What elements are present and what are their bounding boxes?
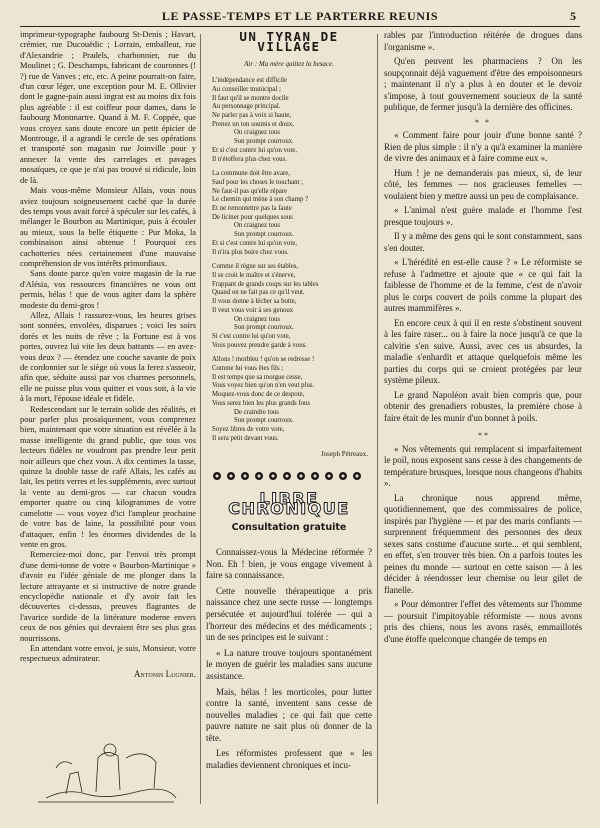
sketch-illustration (26, 728, 186, 808)
chronicle-body (206, 547, 372, 772)
paragraph: Cette nouvelle thérapeutique a pris naissance chez une secte russe — longtemps persécutée et aujourd'hui tolérée — qui a l'horreur des médecins et des médicaments ; un de ses principes est le suivant : (206, 585, 372, 643)
poem-line: Ne parler pas à voix si haute, (212, 112, 292, 120)
poem-line: Il sera petit devant vous. (212, 434, 279, 442)
left-column (20, 30, 196, 730)
poem-line: Au personnage principal. (212, 103, 281, 111)
paragraph: rables par l'introduction réitérée de drogues dans l'organisme ». (384, 30, 582, 52)
right-column (384, 30, 582, 820)
poem-line: Comme il règne sur ses étables, (212, 263, 299, 271)
decorative-ornament (209, 468, 369, 484)
poem-line: Et si c'est contre lui qu'on vote, (212, 239, 297, 247)
poem-line: Le chemin qui mène à son champ ? (212, 196, 309, 204)
paragraph: Mais, hélas ! les morticoles, pour lutter contre la santé, inventent sans cesse de nouvelles maladies ; ce qui fait que cette pauvre nature ne sait plus où donner de la tête. (206, 686, 372, 743)
poem-line: Sauf pour les choses le touchant ; (212, 178, 303, 186)
paragraph: La chronique nous apprend même, quotidiennement, que des commissaires de police, inspirés par l'hygiène — et par des maris confiants — surprennent fréquemment des personnes des deux sexes sans costume d'aucune sorte... et qui semblent, en effet, s'en trouver très bien. On a parfois toutes les peines du monde — surtout en cette saison — à les décider à réendosser leur chemise ou leur gilet de flanelle. (384, 492, 582, 595)
paragraph: « Comment faire pour jouir d'une bonne santé ? Rien de plus simple : il n'y a qu'à examiner la manière de vivre des animaux et à faire comme eux ». (384, 130, 582, 163)
section-stars: * * (475, 117, 491, 127)
paragraph: « L'animal n'est guère malade et l'homme l'est presque toujours ». (384, 205, 582, 227)
poem-line: Son prompt courroux. (234, 138, 294, 146)
paragraph: imprimeur-typographe faubourg St-Denis ; Havart, crémier, rue Ducouëdic ; Lorrain, emballeur, rue d'Alexandrie ; Pradels, charbonnier, rue du Moulinet ; G. Deschamps, fabricant de couronnes (! ?) rue de Vanves ; etc, etc. A peine pourrait-on faire, d'un cœur léger, une exception pour M. E. Ollivier dont le gagne-pain aussi ingrat est au moins dix fois plus agréable : il est coiffeur pour dames, dans le faubourg Montmartre. Quand à M. F. Coppée, que vous croyez sans doute encore un petit épicier de Montrouge, il a agrandi le cercle de ses opérations et transporté son magasin rue Joinville pour y annexer la vente des carrelages et pavages mosaïques, ce que je n'ai pas trouvé si ridicule, loin de là. (20, 30, 196, 185)
paragraph: Connaissez-vous la Médecine réformée ? Non. Eh ! bien, je vous engage vivement à faire sa connaissance. (206, 546, 372, 581)
paragraph: « L'hérédité en est-elle cause ? » Le réformiste se refuse à l'admettre et ajoute que « ce qui fait la faiblesse de l'homme et de la femme, c'est de n'avoir plus le corps couvert de poils comme la plupart des autres mammifères ». (384, 257, 582, 313)
poem-line: Vous serez bien les plus grands fous (212, 399, 311, 407)
poem-line: La commune doit être avare, (212, 170, 290, 178)
poem-line: Ne faut-il pas qu'elle répare (212, 187, 288, 195)
poem-line: Il veut vous voir à ses genoux (212, 306, 294, 314)
paragraph: Allez, Allais ! rassurez-vous, les heures grises sont sonnées, envolées, disparues ; voici les soirs dorés et les nuits de rêve ; la Fortune est à vos portes, ouvrez lui vite les deux battants — en avez-vous deux ? — étendez une couche savante de poix de cordonnier sur le siège où vous la ferez s'asseoir, afin que, séduite aussi par vos charmes personnels, elle ne puisse plus vous quitter et vous soit, à la vie à la mort, l'épouse idéale et fidèle. (20, 310, 196, 404)
page-number: 5 (570, 9, 576, 23)
poem-line: Il n'étoffera plus chez vous. (212, 155, 287, 163)
poem-line: Il faut qu'il se montre docile (212, 94, 289, 102)
paragraph: Mais vous-même Monsieur Allais, vous nous aviez toujours soigneusement caché que la durée des temps vous avait forcé à spéculer sur les cafés, à mélanger le Bourbon au Martinique, puis à écouler au mieux, sous la belle étiquette : Pur Moka, la combinaison ainsi obtenue ! Pourquoi ces cachotteries nées certainement d'une mauvaise compréhension de vos intérêts primordiaux. (20, 186, 196, 268)
article-signature: Antonin Lugnier. (133, 668, 196, 679)
poem-stanza (212, 356, 372, 443)
poem-line: Vous pouvez prendre garde à vous. (212, 341, 308, 349)
poem-line: De craindre tous (234, 408, 279, 416)
poem-line: Et ne remontettre pas la faute (212, 205, 292, 213)
chronicle-subtitle: Consultation gratuite (231, 521, 347, 533)
paragraph: En attendant votre envoi, je suis, Monsieur, votre respectueux admirateur. (20, 643, 196, 664)
page-header (20, 6, 580, 27)
poem-line: Et si c'est contre lui qu'on vote, (212, 146, 297, 154)
paragraph: « Pour démontrer l'effet des vêtements sur l'homme — poursuit l'impitoyable réformiste — nous avons pris des chiens, nous les avons rasés, emmaillotés d'une étoffe quelconque changée de temps en (384, 599, 582, 644)
poem-line: Il vous donne à lécher sa botte, (212, 298, 297, 306)
poem-line: Il se croit le maître et s'énerve, (212, 271, 296, 279)
poem-line: L'indépendance est difficile (212, 77, 288, 85)
poem-stanza (212, 263, 372, 350)
poem-line: Il n'ira plus boire chez vous. (212, 248, 289, 256)
poem-line: Prenez un ton soumis et doux, (212, 120, 294, 128)
column-divider (200, 34, 201, 804)
column-divider (377, 34, 378, 804)
chronicle-title: LIBRE CHRONIQUE (228, 488, 350, 519)
paragraph: Les réformistes professent que « les maladies deviennent chroniques et incu- (206, 748, 372, 771)
paragraph: Sans doute parce qu'en votre magasin de la rue d'Alésia, vos ressources financières ne vous ont permis, hélas ! que de vous agiter dans la sphère modeste du demi-gros ! (20, 269, 196, 310)
poem-title: UN TYRAN DE VILLAGE (239, 30, 339, 55)
paragraph: Hum ! je ne demanderais pas mieux, si, de leur côté, les femmes — nos gracieuses femelles — voulaient bien y mettre aussi un peu de complaisance. (384, 167, 582, 201)
paragraph: En encore ceux à qui il en reste s'obstinent souvent à les faire raser... ou à faire la noce jusqu'à ce que la calvitie s'en suive. Aussi, avec ces us absurdes, la maladie s'enhardit et attaque quelquefois même les parties du corps qui se croient protégées par leur système pileux. (384, 317, 582, 385)
paragraph: « La nature trouve toujours spontanément le moyen de guérir les maladies sans aucune assistance. (206, 647, 372, 681)
poem-stanza (212, 170, 372, 257)
poem-line: On craignez tous (234, 222, 281, 230)
poem-air: Air : Ma mère quittez la besace. (244, 59, 334, 68)
poem-line: De liciner pour quelques sous (212, 213, 293, 221)
poem-line: Allons ! morbleu ! qu'on se redresse ! (212, 356, 315, 364)
poem-line: Quand on ne fait pas ce qu'il veut. (212, 289, 305, 297)
poem-line: Moquez-vous donc de ce despote, (212, 391, 305, 399)
middle-column (206, 30, 372, 820)
poem-line: Son prompt courroux. (234, 417, 294, 425)
poem-line: Si c'est contre lui qu'on vote, (212, 332, 291, 340)
poem-author: Joseph Pétreaux. (320, 450, 368, 459)
paragraph: Le grand Napoléon avait bien compris que, pour obtenir des grenadiers robustes, la première chose à faire était de les munir d'un bonnet à poils. (384, 389, 582, 423)
poem (206, 77, 372, 443)
poem-line: Soyez libres de votre vote, (212, 425, 285, 433)
poem-line: Comme lui vous êtes fils ; (212, 365, 284, 373)
poem-line: Vous voyez bien qu'on n'en veut plus. (212, 382, 315, 390)
poem-line: On craignez tous (234, 315, 281, 323)
poem-line: Son prompt courroux. (234, 324, 294, 332)
paragraph: Remerciez-moi donc, par l'envoi très prompt d'une demi-tonne de votre « Bourbon-Martinique » d'avoir eu l'idée géniale de me plonger dans la lecture attrayante et si instructive de notre grande encyclopédie nationale et d'y avoir fait les découvertes ci-dessus, preuves flagrantes de l'avarice sordide de la littérature moderne envers ceux de nos génies qui devraient être ses plus gras nourrissons. (20, 550, 196, 643)
paragraph: Il y a même des gens qui le sont constamment, sans s'en douter. (384, 231, 582, 253)
poem-line: Au conseiller municipal ; (212, 85, 281, 93)
paragraph: Redescendant sur le terrain solide des réalités, et pour parler plus prosaïquement, vous comprenez bien, maintenant que votre situation est révélée à la masse intelligente du grand public, que tous vos lecteurs fidèles ne voudront pas prendre leur petit noir ailleurs que chez vous. A dix centimes la tasse, quinze la double tasse de café Allais, les cafés au lait, les petits verres et les suppléments, avec surtout la vente au demi-gros — car chacun voudra emporter quatre ou cinq kilogrammes de votre camelotte — vous voyez d'ici l'ampleur prochaine de votre bas de laine, la possibilité pour vous d'attaquer, enfin ! les énormes dividendes de la vente en gros. (20, 404, 196, 549)
journal-title: LE PASSE-TEMPS ET LE PARTERRE REUNIS (161, 9, 439, 23)
section-stars: * * (478, 431, 488, 440)
paragraph: Qu'en peuvent les pharmaciens ? On les soupçonnait déjà vaguement d'être des empoisonneurs ; maintenant il n'y a plus à en douter et le devoir s'impose, à tout gouvernement soucieux de la santé publique, de fermer jusqu'à la dernière des officines. (384, 56, 582, 112)
poem-stanza (212, 77, 372, 164)
poem-line: Son prompt courroux. (234, 231, 294, 239)
poem-line: Frappant de grands coups sur les tables (212, 280, 319, 288)
poem-line: Il est temps que sa morgue cesse, (212, 373, 303, 381)
paragraph: « Nos vêtements qui remplacent si imparfaitement le poil, nous exposent sans cesse à des changements de température brusques, lorsque nous changeons d'habits ». (384, 443, 582, 488)
poem-line: On craignez tous (234, 129, 281, 137)
